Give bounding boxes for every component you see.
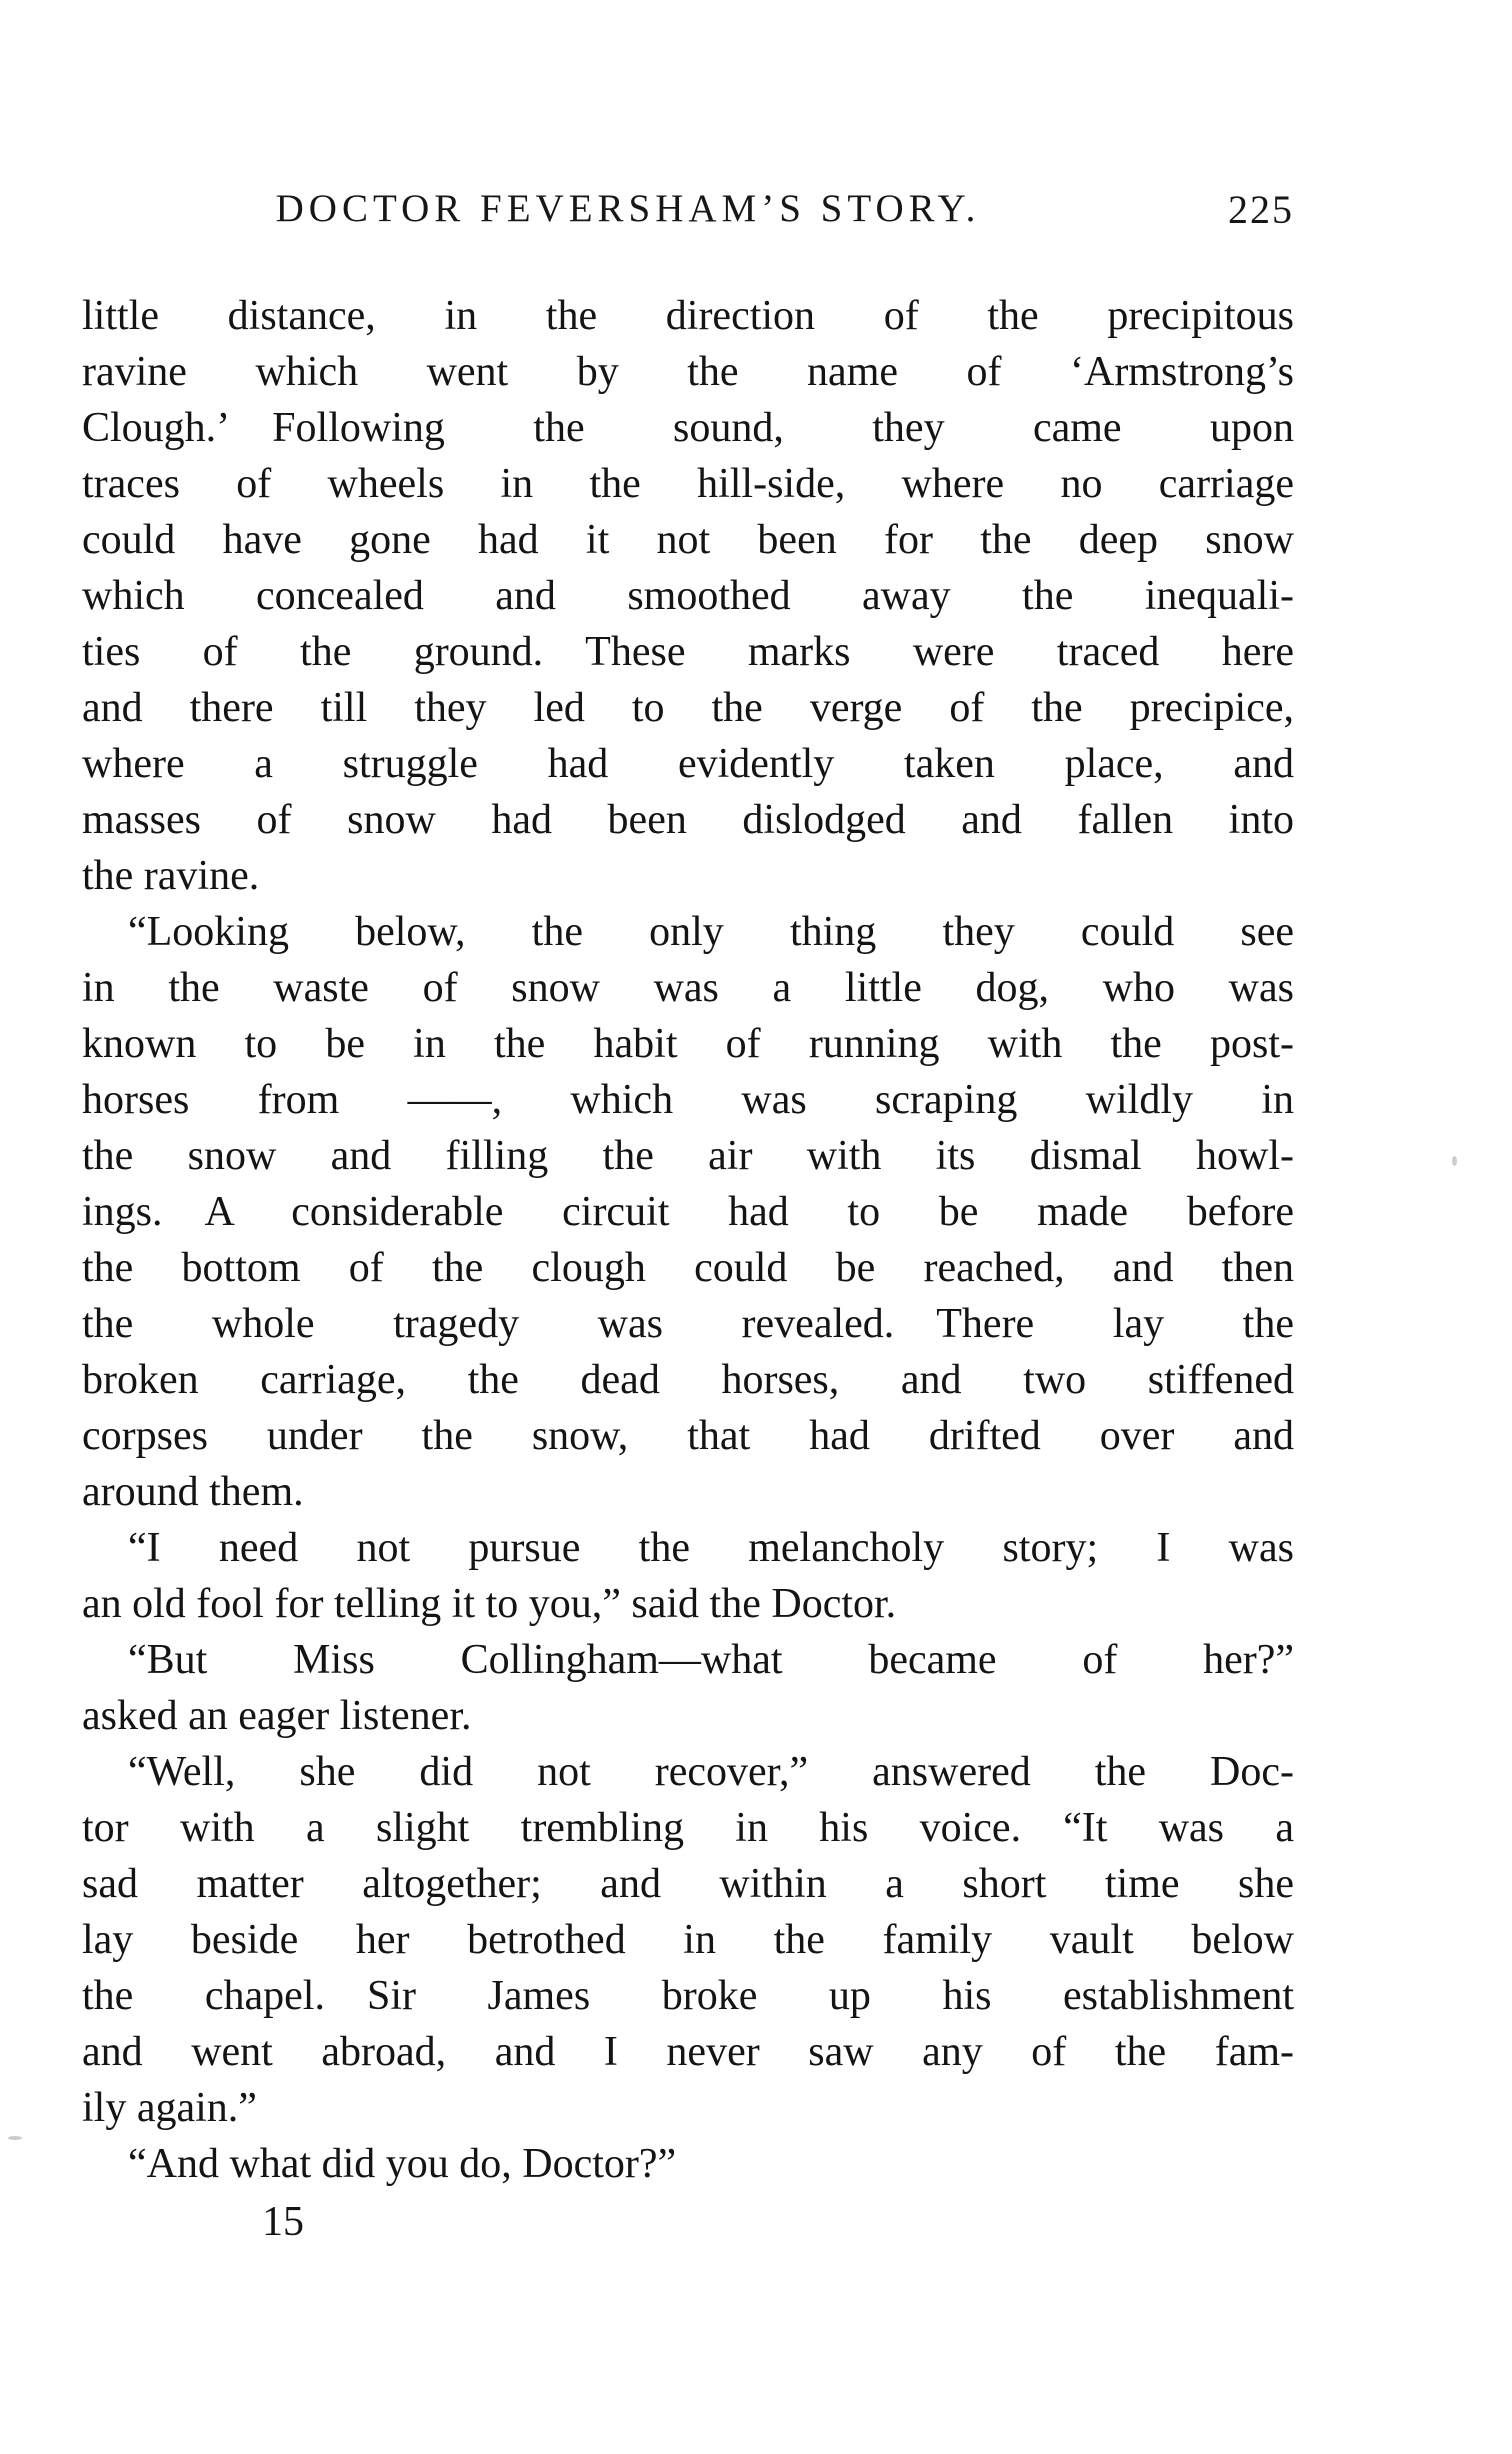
text-line: which concealed and smoothed away the inequali- [82,573,1294,619]
text-line: the snow and filling the air with its dismal howl- [82,1133,1294,1179]
text-line: could have gone had it not been for the deep snow [82,517,1294,563]
text-line: the whole tragedy was revealed. There lay the [82,1301,1294,1347]
text-line: sad matter altogether; and within a short time she [82,1861,1294,1907]
text-line: the ravine. [82,853,260,899]
text-line: ings. A considerable circuit had to be made before [82,1189,1294,1235]
text-line: around them. [82,1469,304,1515]
text-line: ravine which went by the name of ‘Armstrong’s [82,349,1294,395]
text-line: corpses under the snow, that had drifted over and [82,1413,1294,1459]
page-number: 225 [1228,187,1294,232]
page-body [82,288,1294,2192]
text-line: tor with a slight trembling in his voice. “It was a [82,1805,1294,1851]
text-line: Clough.’ Following the sound, they came upon [82,405,1294,451]
text-line: asked an eager listener. [82,1693,472,1739]
text-line: known to be in the habit of running with the post- [82,1021,1294,1067]
text-line: “Looking below, the only thing they could see [128,909,1294,955]
text-line: ily again.” [82,2085,257,2131]
scan-speck [1452,1156,1457,1166]
page-header [82,186,1294,242]
text-line: little distance, in the direction of the precipitous [82,293,1294,339]
text-line: broken carriage, the dead horses, and two stiffened [82,1357,1294,1403]
text-line: the chapel. Sir James broke up his establishment [82,1973,1294,2019]
text-line: lay beside her betrothed in the family vault below [82,1917,1294,1963]
text-line: an old fool for telling it to you,” said the Doctor. [82,1581,897,1627]
text-line: in the waste of snow was a little dog, who was [82,965,1294,1011]
text-line: the bottom of the clough could be reached, and then [82,1245,1294,1291]
text-line: where a struggle had evidently taken place, and [82,741,1294,787]
scan-speck [8,2136,22,2140]
text-line: masses of snow had been dislodged and fallen into [82,797,1294,843]
text-line: traces of wheels in the hill-side, where no carriage [82,461,1294,507]
running-title: DOCTOR FEVERSHAM’S STORY. [275,187,981,230]
text-line: “But Miss Collingham—what became of her?” [128,1637,1294,1683]
text-line: “And what did you do, Doctor?” [128,2141,677,2187]
text-line: horses from ——, which was scraping wildly in [82,1077,1294,1123]
text-line: ties of the ground. These marks were traced here [82,629,1294,675]
text-line: and went abroad, and I never saw any of the fam- [82,2029,1294,2075]
text-line: “Well, she did not recover,” answered the Doc- [128,1749,1294,1795]
text-line: and there till they led to the verge of the precipice, [82,685,1294,731]
text-line: “I need not pursue the melancholy story; I was [128,1525,1294,1571]
signature-mark: 15 [262,2199,304,2245]
